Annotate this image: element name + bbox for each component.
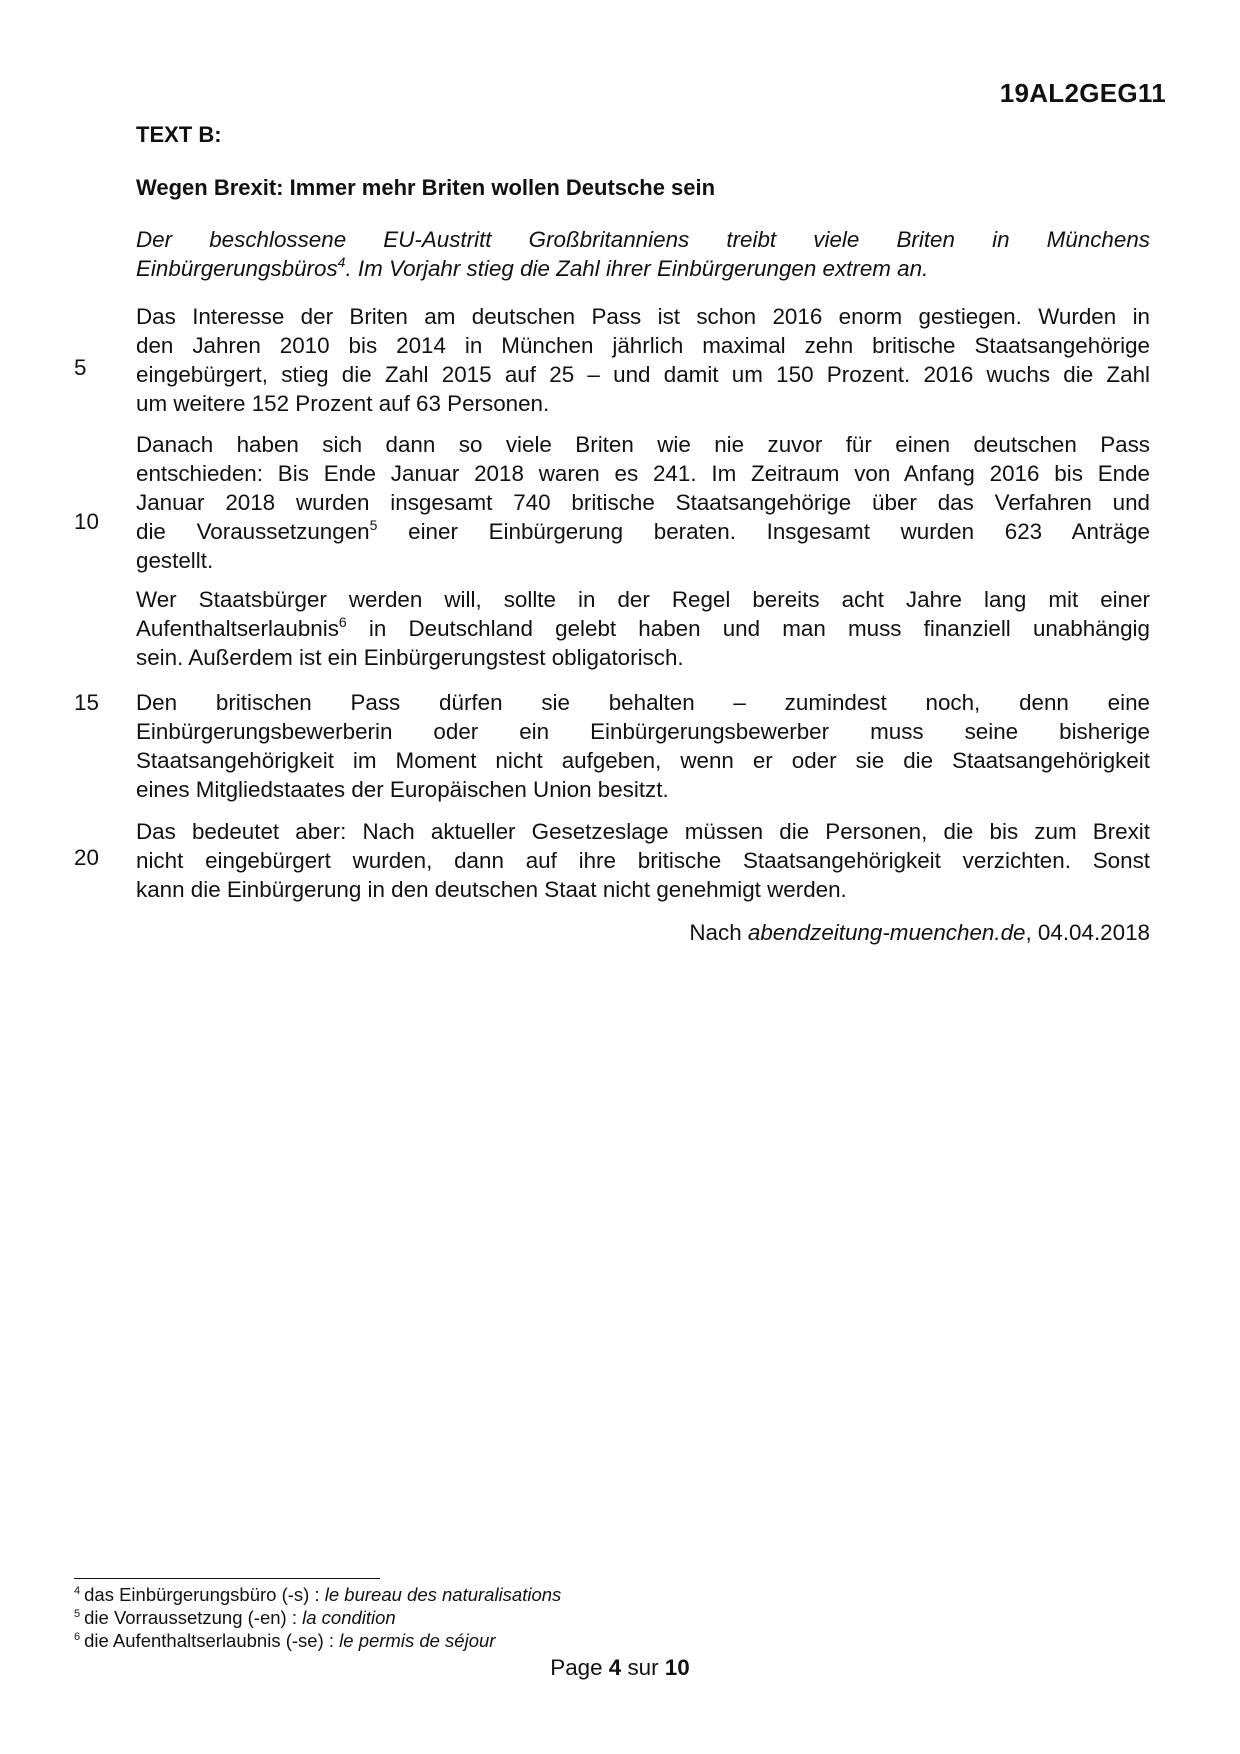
footnote-6: $^6$ die Aufenthaltserlaubnis (-se) : le permis de séjour xyxy=(74,1630,496,1651)
line-number-5: 5 xyxy=(74,355,87,380)
footnote-divider xyxy=(74,1578,380,1579)
paragraph-line: die Voraussetzungen$^5$ einer Einbürgerung beraten. Insgesamt wurden 623 Anträge xyxy=(136,517,1150,544)
paragraph-line: Staatsangehörigkeit im Moment nicht aufgeben, wenn er oder sie die Staatsangehörigkeit xyxy=(136,748,1150,773)
paragraph-line: Januar 2018 wurden insgesamt 740 britische Staatsangehörige über das Verfahren und xyxy=(136,490,1150,515)
footnote-ref-4: 4 xyxy=(337,254,346,270)
source-site: abendzeitung-muenchen.de xyxy=(747,920,1026,945)
paragraph-line: um weitere 152 Prozent auf 63 Personen. xyxy=(136,391,550,416)
paragraph-line: Das Interesse der Briten am deutschen Pass ist schon 2016 enorm gestiegen. Wurden in xyxy=(136,304,1150,329)
footnote-4: $^4$ das Einbürgerungsbüro (-s) : le bureau des naturalisations xyxy=(74,1584,562,1605)
page-number: Page 4 sur 10 xyxy=(550,1655,690,1680)
footnote-ref-5: 5 xyxy=(369,517,378,533)
article-title: Wegen Brexit: Immer mehr Briten wollen Deutsche sein xyxy=(136,175,716,200)
paragraph-line: eines Mitgliedstaates der Europäischen Union besitzt. xyxy=(136,777,669,802)
paragraph-line: den Jahren 2010 bis 2014 in München jährlich maximal zehn britische Staatsangehörige xyxy=(136,333,1150,358)
footnote-5: $^5$ die Vorraussetzung (-en) : la condition xyxy=(74,1607,396,1628)
paragraph-line: Wer Staatsbürger werden will, sollte in der Regel bereits acht Jahre lang mit einer xyxy=(136,587,1150,612)
paragraph-line: entschieden: Bis Ende Januar 2018 waren es 241. Im Zeitraum von Anfang 2016 bis Ende xyxy=(136,461,1150,486)
paragraph-line: Den britischen Pass dürfen sie behalten – zumindest noch, denn eine xyxy=(136,690,1150,715)
paragraph-line: Einbürgerungsbewerberin oder ein Einbürgerungsbewerber muss seine bisherige xyxy=(136,719,1150,744)
paragraph-line: kann die Einbürgerung in den deutschen Staat nicht genehmigt werden. xyxy=(136,877,847,902)
paragraph-4 xyxy=(136,688,1150,804)
section-label: TEXT B: xyxy=(136,122,222,147)
source-citation: Nach abendzeitung-muenchen.de, 04.04.2018 xyxy=(689,920,1150,945)
paragraph-line: Danach haben sich dann so viele Briten wie nie zuvor für einen deutschen Pass xyxy=(136,432,1150,457)
paragraph-1 xyxy=(136,302,1150,418)
lead-line-2: Einbürgerungsbüros$^4$. Im Vorjahr stieg die Zahl ihrer Einbürgerungen extrem an. xyxy=(136,254,929,281)
lead-paragraph xyxy=(136,225,1150,283)
paragraph-line: nicht eingebürgert wurden, dann auf ihre britische Staatsangehörigkeit verzichten. Sonst xyxy=(136,848,1150,873)
paragraph-2 xyxy=(136,430,1150,575)
lead-line-1: Der beschlossene EU-Austritt Großbritanniens treibt viele Briten in Münchens xyxy=(136,227,1150,252)
paragraph-line: eingebürgert, stieg die Zahl 2015 auf 25 – und damit um 150 Prozent. 2016 wuchs die Zahl xyxy=(136,362,1150,387)
document-code: 19AL2GEG11 xyxy=(999,78,1166,108)
paragraph-3 xyxy=(136,585,1150,672)
paragraph-line: Das bedeutet aber: Nach aktueller Gesetzeslage müssen die Personen, die bis zum Brexit xyxy=(136,819,1150,844)
line-number-20: 20 xyxy=(74,845,99,870)
paragraph-line: gestellt. xyxy=(136,548,214,573)
line-number-10: 10 xyxy=(74,509,99,534)
footnote-ref-6: 6 xyxy=(338,614,347,630)
paragraph-line: sein. Außerdem ist ein Einbürgerungstest obligatorisch. xyxy=(136,645,684,670)
paragraph-line: Aufenthaltserlaubnis$^6$ in Deutschland gelebt haben und man muss finanziell unabhängig xyxy=(136,614,1150,641)
line-number-15: 15 xyxy=(74,690,99,715)
paragraph-5 xyxy=(136,817,1150,904)
